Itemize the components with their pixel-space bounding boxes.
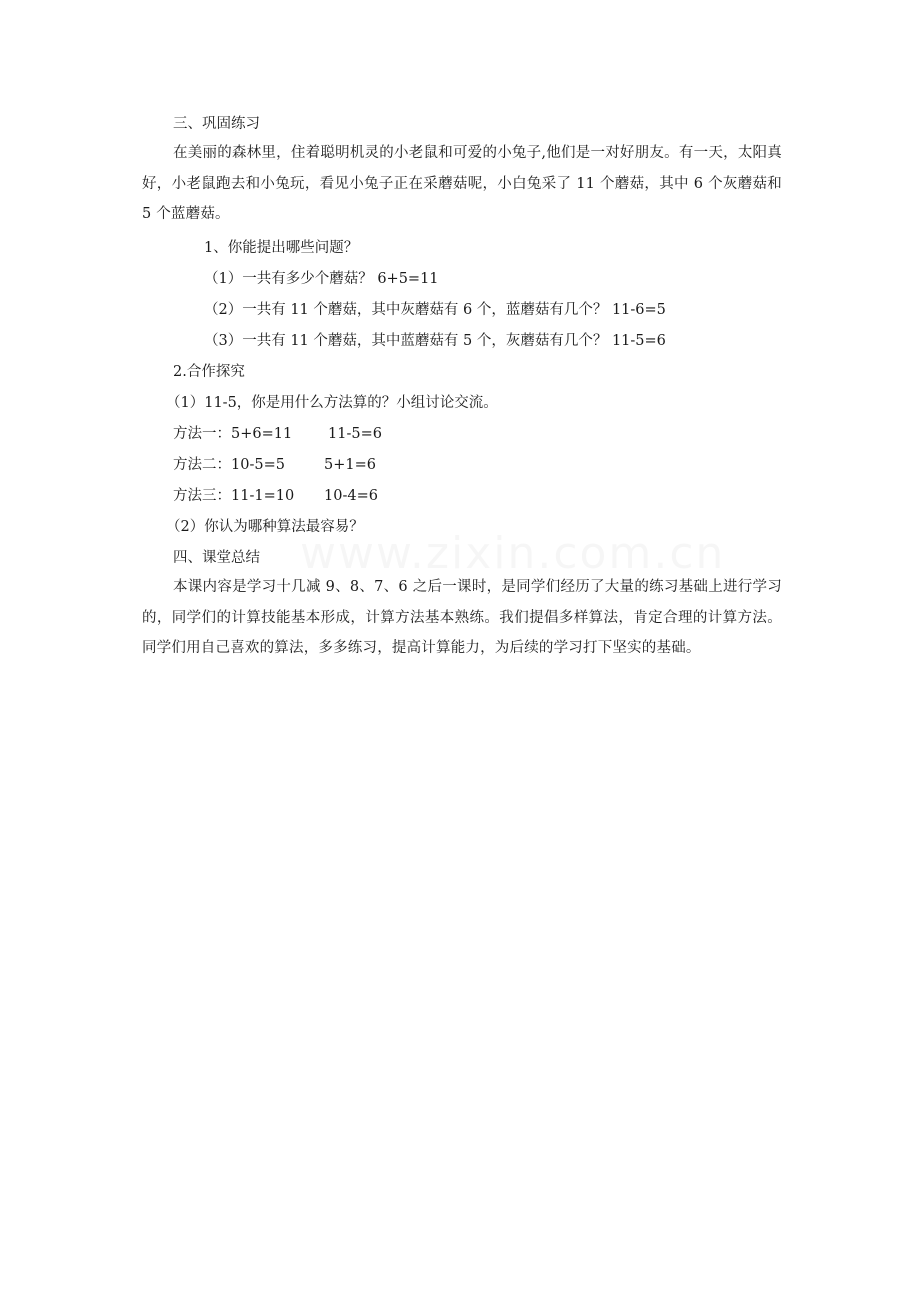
- question-prompt: 1、你能提出哪些问题？: [204, 240, 359, 256]
- method-2-label: 方法二：10-5=5: [173, 457, 285, 473]
- cooperate-question-1: （1）11-5，你是用什么方法算的？小组讨论交流。: [166, 395, 498, 411]
- story-paragraph: 在美丽的森林里，住着聪明机灵的小老鼠和可爱的小兔子,他们是一对好朋友。有一天，太阳真好，小老鼠跑去和小兔玩，看见小兔子正在采蘑菇呢，小白兔采了 11 个蘑菇，其中 6 个灰蘑菇和 5 个蓝蘑菇。: [142, 145, 782, 223]
- method-1-label: 方法一：5+6=11: [173, 426, 293, 442]
- question-3: （3）一共有 11 个蘑菇，其中蓝蘑菇有 5 个，灰蘑菇有几个？ 11-5=6: [204, 333, 666, 349]
- section-heading-practice: 三、巩固练习: [173, 116, 260, 132]
- method-2-equation: 5+1=6: [324, 457, 376, 473]
- section-heading-summary: 四、课堂总结: [173, 550, 260, 566]
- method-3-equation: 10-4=6: [324, 488, 378, 504]
- summary-paragraph: 本课内容是学习十几减 9、8、7、6 之后一课时，是同学们经历了大量的练习基础上进行学习的，同学们的计算技能基本形成，计算方法基本熟练。我们提倡多样算法，肯定合理的计算方法。同学们用自己喜欢的算法，多多练习，提高计算能力，为后续的学习打下坚实的基础。: [142, 579, 782, 657]
- method-1-equation: 11-5=6: [328, 426, 382, 442]
- method-3-label: 方法三：11-1=10: [173, 488, 295, 504]
- cooperate-question-2: （2）你认为哪种算法最容易？: [166, 519, 364, 535]
- question-1: （1）一共有多少个蘑菇？ 6+5=11: [204, 271, 439, 287]
- question-2: （2）一共有 11 个蘑菇，其中灰蘑菇有 6 个，蓝蘑菇有几个？ 11-6=5: [204, 302, 666, 318]
- cooperate-heading: 2.合作探究: [173, 364, 245, 380]
